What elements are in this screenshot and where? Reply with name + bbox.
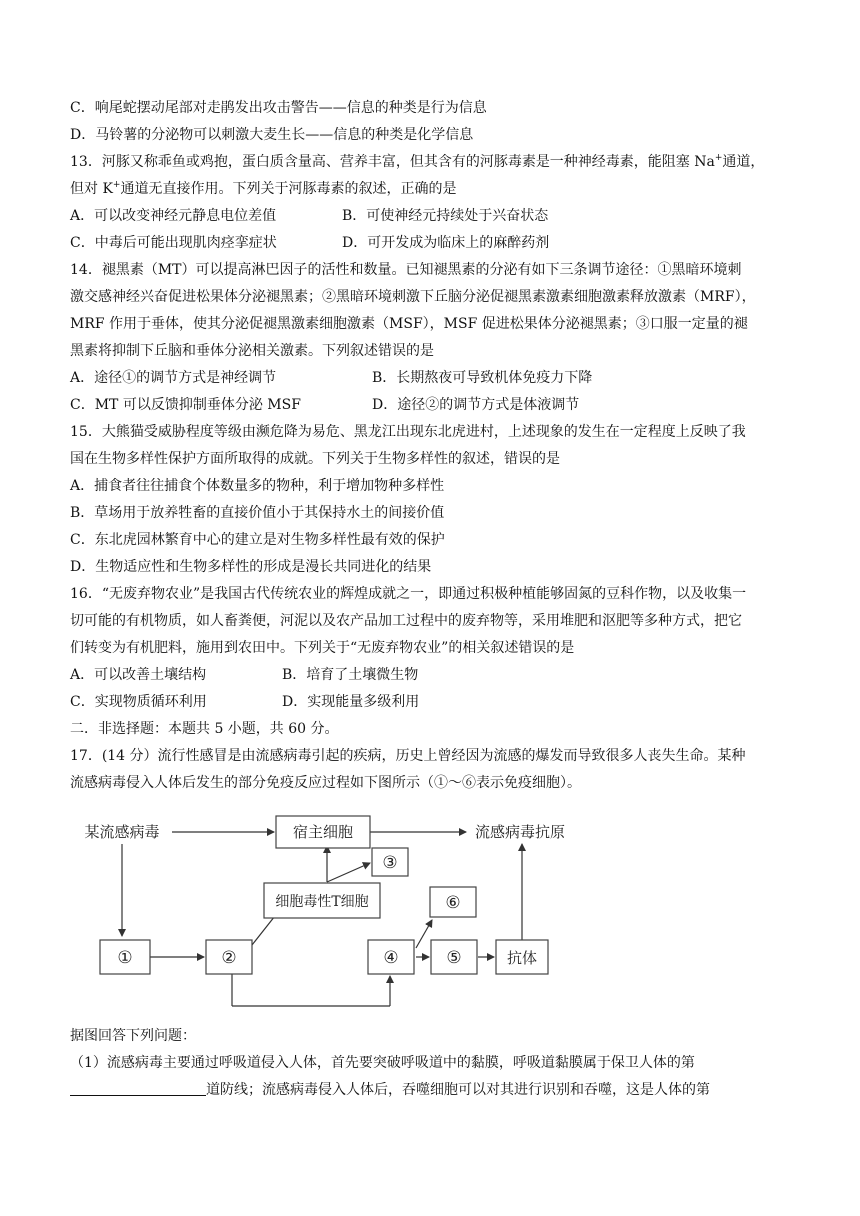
cell4-label: ④ xyxy=(383,948,399,968)
q14-option-b: B．长期熬夜可导致机体免疫力下降 xyxy=(372,370,593,386)
q12-option-d: D．马铃薯的分泌物可以刺激大麦生长——信息的种类是化学信息 xyxy=(70,127,474,143)
q14-stem-line3: MRF 作用于垂体，使其分泌促褪黑激素细胞激素（MSF），MSF 促进松果体分泌褪黑素；③口服一定量的褪 xyxy=(70,316,748,332)
q13-stem-line2 xyxy=(70,179,456,199)
q15-stem-line2: 国在生物多样性保护方面所取得的成就。下列关于生物多样性的叙述，错误的是 xyxy=(70,451,560,467)
ctl-label: 细胞毒性T细胞 xyxy=(275,894,369,910)
q16-stem-line1: 16．“无废弃物农业”是我国古代传统农业的辉煌成就之一，即通过积极种植能够固氮的豆科作物，以及收集一 xyxy=(70,586,747,602)
q13-option-b: B．可使神经元持续处于兴奋状态 xyxy=(342,208,549,224)
q13-text: 13．河豚又称乖鱼或鸡抱，蛋白质含量高、营养丰富，但其含有的河豚毒素是一种神经毒素，能阻塞 Na xyxy=(70,154,715,170)
q13-stem-line1 xyxy=(70,152,764,172)
cell1-label: ① xyxy=(117,948,133,968)
superscript: + xyxy=(112,180,121,190)
q17-stem-line2: 流感病毒侵入人体后发生的部分免疫反应过程如下图所示（①～⑥表示免疫细胞）。 xyxy=(70,775,581,791)
q12-option-c: C．响尾蛇摆动尾部对走鹃发出攻击警告——信息的种类是行为信息 xyxy=(70,100,487,116)
virus-label: 某流感病毒 xyxy=(84,823,160,841)
immune-response-diagram xyxy=(70,810,590,1015)
q16-option-c: C．实现物质循环利用 xyxy=(70,694,207,710)
cell6-label: ⑥ xyxy=(445,893,461,913)
section-heading: 二．非选择题：本题共 5 小题，共 60 分。 xyxy=(70,721,339,737)
q16-stem-line3: 们转变为有机肥料，施用到农田中。下列关于“无废弃物农业”的相关叙述错误的是 xyxy=(70,640,575,656)
q14-option-d: D．途径②的调节方式是体液调节 xyxy=(372,397,580,413)
q13-option-c: C．中毒后可能出现肌肉痉挛症状 xyxy=(70,235,277,251)
q14-option-c: C．MT 可以反馈抑制垂体分泌 MSF xyxy=(70,397,301,413)
q17-part1-text: 道防线；流感病毒侵入人体后，吞噬细胞可以对其进行识别和吞噬，这是人体的第 xyxy=(206,1082,710,1098)
diagram-arrows xyxy=(122,832,522,1006)
q13-option-a: A．可以改变神经元静息电位差值 xyxy=(70,208,277,224)
q17-part1-line1: （1）流感病毒主要通过呼吸道侵入人体，首先要突破呼吸道中的黏膜，呼吸道黏膜属于保卫人体的第 xyxy=(70,1055,695,1071)
q16-option-a: A．可以改善土壤结构 xyxy=(70,667,207,683)
q13-text: 但对 K xyxy=(70,181,113,197)
q13-text: 通道， xyxy=(722,154,765,170)
superscript: + xyxy=(714,153,723,163)
antigen-label: 流感病毒抗原 xyxy=(474,823,566,841)
q15-option-c: C．东北虎园林繁育中心的建立是对生物多样性最有效的保护 xyxy=(70,532,445,548)
q15-option-b: B．草场用于放养牲畜的直接价值小于其保持水土的间接价值 xyxy=(70,505,445,521)
q14-stem-line1: 14．褪黑素（MT）可以提高淋巴因子的活性和数量。已知褪黑素的分泌有如下三条调节途径：①黑暗环境刺 xyxy=(70,262,742,278)
cell2-label: ② xyxy=(221,948,237,968)
q13-text: 通道无直接作用。下列关于河豚毒素的叙述，正确的是 xyxy=(120,181,457,197)
q15-stem-line1: 15．大熊猫受威胁程度等级由濒危降为易危、黑龙江出现东北虎进村，上述现象的发生在一定程度上反映了我 xyxy=(70,424,746,440)
q15-option-d: D．生物适应性和生物多样性的形成是漫长共同进化的结果 xyxy=(70,559,432,575)
q14-stem-line4: 黑素将抑制下丘脑和垂体分泌相关激素。下列叙述错误的是 xyxy=(70,343,434,359)
answer-prompt: 据图回答下列问题： xyxy=(70,1028,196,1044)
q14-stem-line2: 激交感神经兴奋促进松果体分泌褪黑素；②黑暗环境刺激下丘脑分泌促褪黑素激素细胞激素释放激素（MRF）， xyxy=(70,289,756,305)
cell5-label: ⑤ xyxy=(446,948,462,968)
q15-option-a: A．捕食者往往捕食个体数量多的物种，利于增加物种多样性 xyxy=(70,478,445,494)
arrow-cell4-to-cell6 xyxy=(416,920,432,948)
q17-stem-line1: 17．(14 分）流行性感冒是由流感病毒引起的疾病，历史上曾经因为流感的爆发而导致很多人丧失生命。某种 xyxy=(70,748,746,764)
q16-stem-line2: 切可能的有机物质，如人畜粪便，河泥以及农产品加工过程中的废弃物等，采用堆肥和沤肥等多种方式，把它 xyxy=(70,613,742,629)
cell3-label: ③ xyxy=(382,853,398,873)
q14-option-a: A．途径①的调节方式是神经调节 xyxy=(70,370,277,386)
arrow-ctl-to-cell3 xyxy=(327,863,370,882)
host-cell-label: 宿主细胞 xyxy=(292,823,354,841)
answer-blank[interactable] xyxy=(70,1081,206,1096)
antibody-label: 抗体 xyxy=(506,949,538,967)
q17-part1-line2 xyxy=(70,1080,710,1100)
q13-option-d: D．可开发成为临床上的麻醉药剂 xyxy=(342,235,550,251)
q16-option-b: B．培育了土壤微生物 xyxy=(282,667,419,683)
q16-option-d: D．实现能量多级利用 xyxy=(282,694,420,710)
